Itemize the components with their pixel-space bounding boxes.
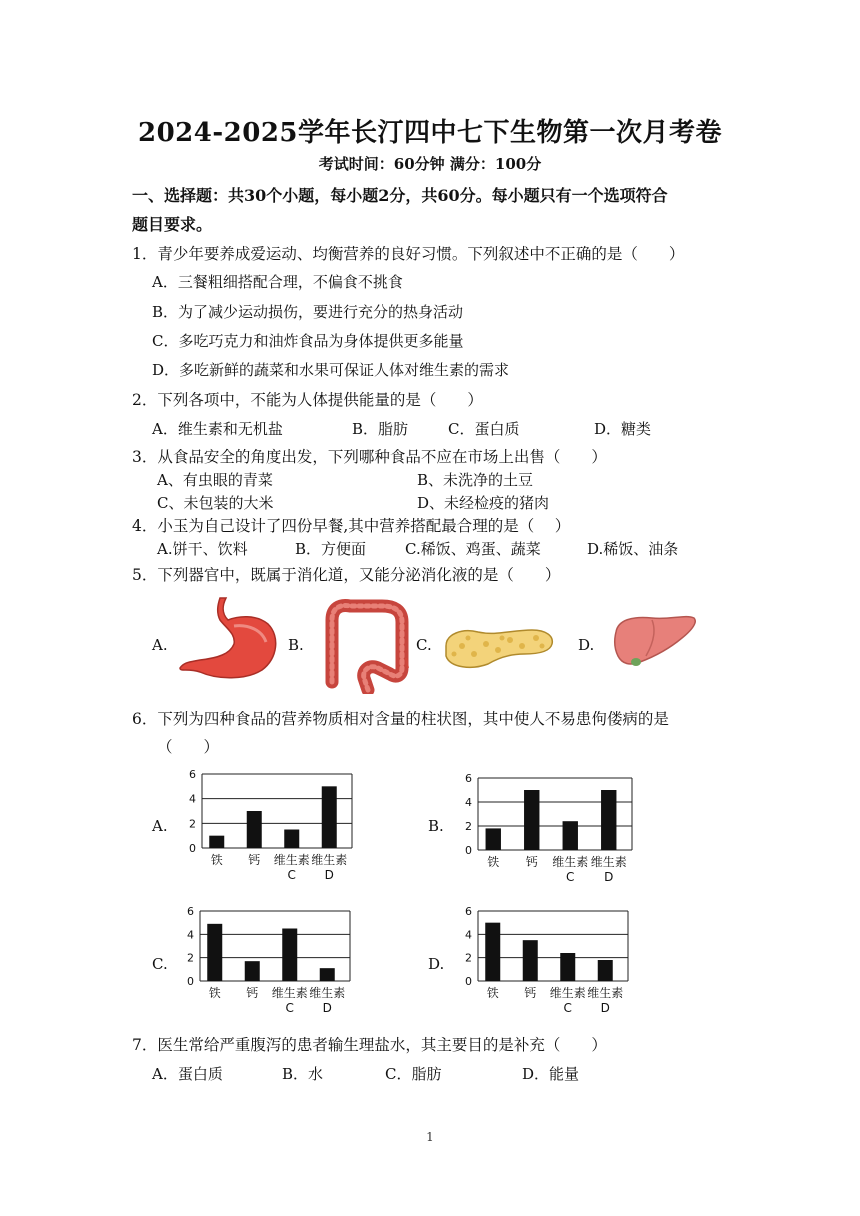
x-category-label: 维生素 (273, 853, 310, 867)
y-tick-label: 6 (465, 772, 472, 785)
y-tick-label: 0 (189, 842, 196, 855)
question-7-option-a: A．蛋白质 (152, 1065, 223, 1083)
x-category-label: 维生素 (311, 853, 348, 867)
x-category-label: 铁 (486, 986, 499, 1000)
x-category-label: 钙 (525, 855, 538, 869)
bar-chart-a (180, 768, 370, 890)
chart-c-bar-2 (245, 961, 260, 981)
chart-a-bar-3 (284, 830, 299, 849)
x-category-label: 钙 (248, 853, 261, 867)
question-3-option-b: B、未洗净的土豆 (417, 471, 534, 489)
x-category-label: 铁 (487, 855, 500, 869)
chart-c-bar-1 (207, 924, 222, 981)
y-tick-label: 4 (189, 792, 196, 806)
chart-b-bar-4 (601, 790, 616, 850)
y-tick-label: 6 (187, 906, 194, 918)
y-tick-label: 4 (465, 796, 472, 809)
question-1-option-b: B．为了减少运动损伤，要进行充分的热身活动 (152, 303, 464, 321)
chart-c-bar-4 (320, 968, 335, 981)
question-4-option-d: D.稀饭、油条 (587, 540, 679, 558)
liver-icon (612, 612, 698, 672)
question-4-option-b: B．方便面 (295, 540, 367, 558)
x-category-label: 维生素 (587, 986, 624, 1000)
exam-info: 考试时间：60分钟 满分：100分 (318, 155, 542, 173)
chart-b-label: B. (428, 817, 444, 835)
x-category-label: 维生素 (549, 986, 586, 1000)
x-category-label: C (563, 1001, 572, 1015)
stomach-icon (178, 596, 282, 680)
pancreas-icon (440, 624, 556, 672)
y-tick-label: 0 (187, 975, 194, 988)
question-5-label-b: B. (288, 636, 304, 654)
question-4-option-a: A.饼干、饮料 (157, 540, 248, 558)
question-6-blank: （ ） (157, 738, 220, 756)
question-5-stem: 5．下列器官中，既属于消化道，又能分泌消化液的是（ ） (132, 566, 561, 584)
section-heading-line1: 一、选择题：共30个小题，每小题2分，共60分。每小题只有一个选项符合 (132, 186, 668, 205)
question-7-stem: 7．医生常给严重腹泻的患者输生理盐水，其主要目的是补充（ ） (132, 1036, 607, 1054)
question-2-option-c: C．蛋白质 (448, 420, 520, 438)
question-1-option-a: A．三餐粗细搭配合理，不偏食不挑食 (152, 273, 403, 291)
chart-d-bar-4 (598, 960, 613, 981)
x-category-label: 维生素 (271, 986, 308, 1000)
x-category-label: D (604, 870, 614, 884)
y-tick-label: 0 (465, 975, 472, 988)
large-intestine-icon (318, 598, 414, 694)
question-2-option-b: B．脂肪 (352, 420, 409, 438)
x-category-label: 铁 (210, 853, 223, 867)
y-tick-label: 2 (187, 951, 194, 965)
chart-a-bar-1 (209, 836, 224, 848)
question-7-option-b: B．水 (282, 1065, 324, 1083)
chart-b-bar-2 (524, 790, 539, 850)
x-category-label: C (285, 1001, 294, 1015)
x-category-label: 维生素 (552, 855, 589, 869)
y-tick-label: 0 (465, 844, 472, 857)
chart-c-bar-3 (282, 929, 297, 982)
y-tick-label: 4 (465, 928, 472, 942)
question-2-option-d: D．糖类 (594, 420, 652, 438)
y-tick-label: 6 (189, 768, 196, 781)
chart-b-bar-3 (563, 821, 578, 850)
chart-a-bar-4 (322, 786, 337, 848)
chart-d-label: D. (428, 955, 445, 973)
y-tick-label: 4 (187, 928, 194, 942)
page-title: 2024-2025学年长汀四中七下生物第一次月考卷 (137, 118, 723, 148)
y-tick-label: 2 (465, 820, 472, 833)
question-7-option-d: D．能量 (522, 1065, 580, 1083)
bar-chart-b (456, 772, 646, 890)
y-tick-label: 2 (465, 951, 472, 965)
question-4-option-c: C.稀饭、鸡蛋、蔬菜 (405, 540, 541, 558)
question-3-option-d: D、未经检疫的猪肉 (417, 494, 550, 512)
question-5-label-d: D. (578, 636, 595, 654)
question-2-option-a: A．维生素和无机盐 (152, 420, 283, 438)
question-2-stem: 2．下列各项中，不能为人体提供能量的是（ ） (132, 391, 483, 409)
question-7-option-c: C．脂肪 (385, 1065, 442, 1083)
question-6-stem: 6．下列为四种食品的营养物质相对含量的柱状图，其中使人不易患佝偻病的是 (132, 710, 669, 728)
question-5-label-a: A. (152, 636, 168, 654)
x-category-label: 维生素 (309, 986, 346, 1000)
x-category-label: C (566, 870, 575, 884)
question-3-option-a: A、有虫眼的青菜 (157, 471, 273, 489)
y-tick-label: 6 (465, 906, 472, 918)
chart-a-bar-2 (247, 811, 262, 848)
question-1-stem: 1．青少年要养成爱运动、均衡营养的良好习惯。下列叙述中不正确的是（ ） (132, 245, 685, 263)
bar-chart-c (180, 906, 370, 1024)
chart-d-bar-3 (560, 953, 575, 981)
question-3-stem: 3．从食品安全的角度出发，下列哪种食品不应在市场上出售（ ） (132, 448, 607, 466)
section-heading-line2: 题目要求。 (132, 215, 213, 234)
bar-chart-d (456, 906, 646, 1024)
question-4-stem: 4．小玉为自己设计了四份早餐,其中营养搭配最合理的是（ ） (132, 517, 571, 535)
question-5-label-c: C. (416, 636, 432, 654)
x-category-label: D (600, 1001, 610, 1015)
page-number: 1 (426, 1130, 434, 1144)
chart-d-bar-2 (523, 940, 538, 981)
chart-a-label: A. (152, 817, 168, 835)
question-1-option-c: C．多吃巧克力和油炸食品为身体提供更多能量 (152, 332, 464, 350)
x-category-label: 钙 (524, 986, 537, 1000)
chart-c-label: C. (152, 955, 168, 973)
x-category-label: D (324, 868, 334, 882)
y-tick-label: 2 (189, 817, 196, 831)
question-1-option-d: D．多吃新鲜的蔬菜和水果可保证人体对维生素的需求 (152, 361, 510, 379)
x-category-label: D (322, 1001, 332, 1015)
x-category-label: 钙 (246, 986, 259, 1000)
x-category-label: C (287, 868, 296, 882)
chart-d-bar-1 (485, 923, 500, 981)
question-3-option-c: C、未包装的大米 (157, 494, 274, 512)
x-category-label: 维生素 (590, 855, 627, 869)
chart-b-bar-1 (486, 828, 501, 850)
x-category-label: 铁 (208, 986, 221, 1000)
